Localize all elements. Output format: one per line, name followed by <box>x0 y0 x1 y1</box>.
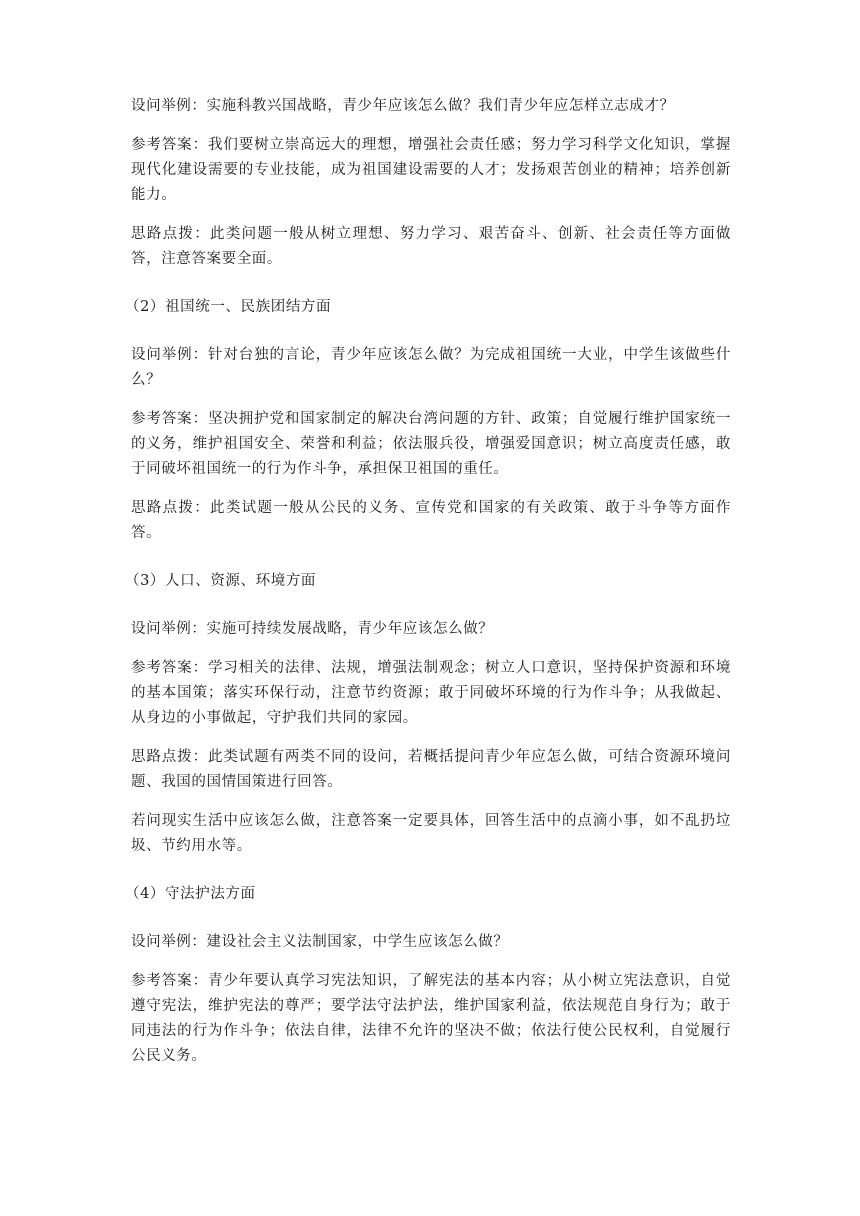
question-example-2: 设问举例：针对台独的言论，青少年应该怎么做？为完成祖国统一大业，中学生该做些什么？ <box>131 347 731 388</box>
question-example-1: 设问举例：实施科教兴国战略，青少年应该怎么做？我们青少年应怎样立志成才？ <box>131 98 675 114</box>
section-heading-4: （4）守法护法方面 <box>125 886 256 902</box>
thinking-tip-1: 思路点拨：此类问题一般从树立理想、努力学习、艰苦奋斗、创新、社会责任等方面做答，注意答案要全面。 <box>131 226 731 267</box>
reference-answer-4: 参考答案：青少年要认真学习宪法知识，了解宪法的基本内容；从小树立宪法意识，自觉遵守宪法，维护宪法的尊严；要学法守法护法，维护国家利益，依法规范自身行为；敢于同违法的行为作斗争；依法自律，法律不允许的坚决不做；依法行使公民权利，自觉履行公民义务。 <box>131 973 731 1064</box>
reference-answer-2: 参考答案：坚决拥护党和国家制定的解决台湾问题的方针、政策；自觉履行维护国家统一的义务，维护祖国安全、荣誉和利益；依法服兵役，增强爱国意识；树立高度责任感，敢于同破坏祖国统一的行为作斗争，承担保卫祖国的重任。 <box>131 411 731 477</box>
question-example-4: 设问举例：建设社会主义法制国家，中学生应该怎么做？ <box>131 934 509 950</box>
thinking-tip-2: 思路点拨：此类试题一般从公民的义务、宣传党和国家的有关政策、敢于斗争等方面作答。 <box>131 500 731 541</box>
reference-answer-3: 参考答案：学习相关的法律、法规，增强法制观念；树立人口意识，坚持保护资源和环境的基本国策；落实环保行动，注意节约资源；敢于同破坏环境的行为作斗争；从我做起、从身边的小事做起，守护我们共同的家园。 <box>131 660 731 726</box>
section-heading-3: （3）人口、资源、环境方面 <box>125 573 317 589</box>
reference-answer-1: 参考答案：我们要树立崇高远大的理想，增强社会责任感；努力学习科学文化知识，掌握现代化建设需要的专业技能，成为祖国建设需要的人才；发扬艰苦创业的精神；培养创新能力。 <box>131 137 731 203</box>
thinking-tip-3-extra: 若问现实生活中应该怎么做，注意答案一定要具体，回答生活中的点滴小事，如不乱扔垃圾、节约用水等。 <box>131 813 731 854</box>
document-body <box>125 94 731 1069</box>
question-example-3: 设问举例：实施可持续发展战略，青少年应该怎么做？ <box>131 621 494 637</box>
thinking-tip-3: 思路点拨：此类试题有两类不同的设问，若概括提问青少年应怎么做，可结合资源环境问题、我国的国情国策进行回答。 <box>131 749 731 790</box>
section-heading-2: （2）祖国统一、民族团结方面 <box>125 299 332 315</box>
